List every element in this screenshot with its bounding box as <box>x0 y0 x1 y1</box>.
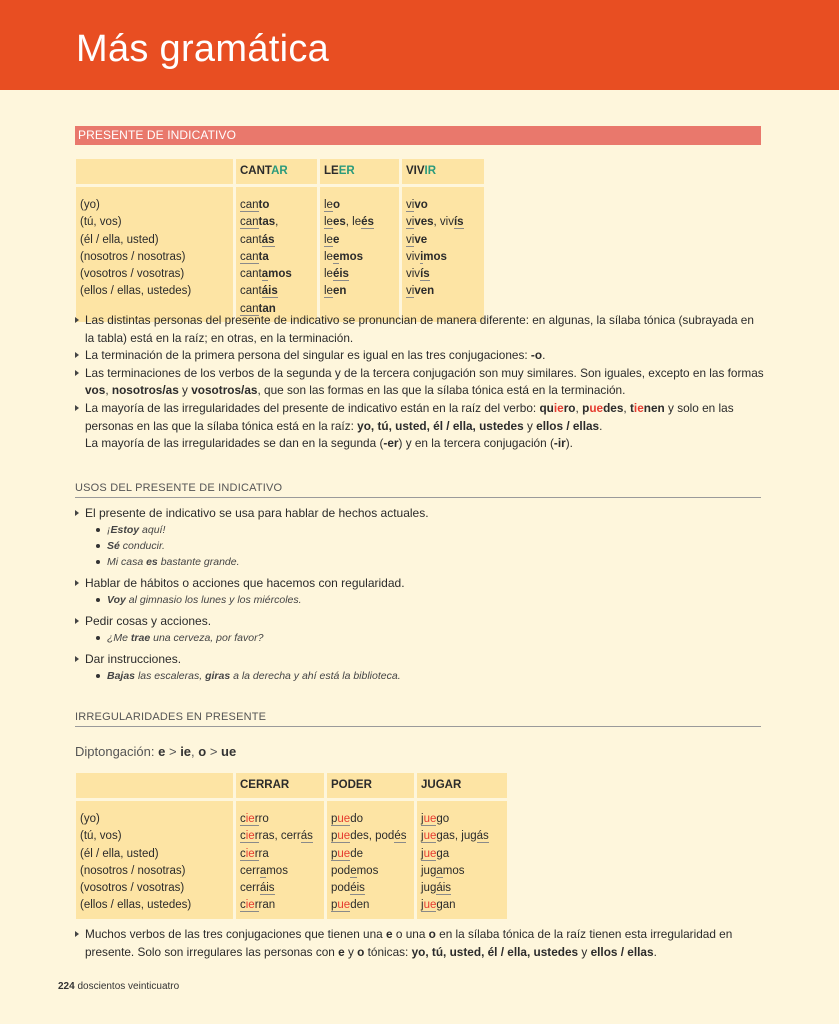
page-footer: 224 doscientos veinticuatro <box>58 981 180 992</box>
note-item: La mayoría de las irregularidades del presente de indicativo están en la raíz del verbo: quiero, puedes, tienen y solo en las personas en las que la sílaba tónica está en la raíz: yo, tú, usted, él / ella, ustedes y ellos / ellas. La mayoría de las irregularidades se dan en la segunda (-er) y en la tercera conjugación (-ir). <box>75 400 765 453</box>
regular-conjugation-table <box>73 156 487 325</box>
cantar-forms: canto cantas, cantás canta cantamos cantáis cantan <box>236 187 317 322</box>
table-corner <box>76 159 233 184</box>
uses-list <box>75 505 761 684</box>
use-item: Hablar de hábitos o acciones que hacemos con regularidad. <box>75 575 761 592</box>
persons-column: (yo) (tú, vos) (él / ella, usted) (nosotros / nosotras) (vosotros / vosotras) (ellos / ellas, ustedes) <box>76 801 233 919</box>
example: Mi casa es bastante grande. <box>75 554 761 570</box>
irregular-conjugation-table <box>73 770 510 922</box>
use-item: Dar instrucciones. <box>75 651 761 668</box>
note-item: Muchos verbos de las tres conjugaciones que tienen una e o una o en la sílaba tónica de la raíz tienen esta irregularidad en presente. Solo son irregulares las personas con e y o tónicas: yo, tú, usted, él / ella, ustedes y ellos / ellas. <box>75 926 765 961</box>
cerrar-forms: cierro cierras, cerrás cierra cerramos cerráis cierran <box>236 801 324 919</box>
diptongacion-label: Diptongación: e > ie, o > ue <box>75 744 237 759</box>
example: Bajas las escaleras, giras a la derecha y ahí está la biblioteca. <box>75 668 761 684</box>
example: ¡Estoy aquí! <box>75 522 761 538</box>
header-cantar: CANTAR <box>236 159 317 184</box>
poder-forms: puedo puedes, podés puede podemos podéis pueden <box>327 801 414 919</box>
jugar-forms: juego juegas, jugás juega jugamos jugáis juegan <box>417 801 507 919</box>
use-item: El presente de indicativo se usa para hablar de hechos actuales. <box>75 505 761 522</box>
header-jugar: JUGAR <box>417 773 507 798</box>
header-vivir: VIVIR <box>402 159 484 184</box>
header-cerrar: CERRAR <box>236 773 324 798</box>
use-item: Pedir cosas y acciones. <box>75 613 761 630</box>
example: Sé conducir. <box>75 538 761 554</box>
note-item: Las terminaciones de los verbos de la segunda y de la tercera conjugación son muy similares. Son iguales, excepto en las formas vos, nosotros/as y vosotros/as, que son las formas en las que la sílaba tónica está en la terminación. <box>75 365 765 400</box>
vivir-forms: vivo vives, vivís vive vivimos vivís viven <box>402 187 484 322</box>
notes-list <box>75 312 765 453</box>
uses-heading: USOS DEL PRESENTE DE INDICATIVO <box>75 482 761 498</box>
header-poder: PODER <box>327 773 414 798</box>
irregular-note <box>75 926 765 961</box>
header-leer: LEER <box>320 159 399 184</box>
page-title: Más gramática <box>76 28 330 70</box>
example: Voy al gimnasio los lunes y los miércoles. <box>75 592 761 608</box>
section-title: PRESENTE DE INDICATIVO <box>75 126 761 145</box>
example: ¿Me trae una cerveza, por favor? <box>75 630 761 646</box>
note-item: La terminación de la primera persona del singular es igual en las tres conjugaciones: -o. <box>75 347 765 365</box>
irregular-heading: IRREGULARIDADES EN PRESENTE <box>75 711 761 727</box>
header-banner <box>0 0 839 90</box>
leer-forms: leo lees, leés lee leemos leéis leen <box>320 187 399 322</box>
persons-column: (yo) (tú, vos) (él / ella, usted) (nosotros / nosotras) (vosotros / vosotras) (ellos / ellas, ustedes) <box>76 187 233 322</box>
table-corner <box>76 773 233 798</box>
note-item: Las distintas personas del presente de indicativo se pronuncian de manera diferente: en algunas, la sílaba tónica (subrayada en la tabla) está en la raíz; en otras, en la terminación. <box>75 312 765 347</box>
